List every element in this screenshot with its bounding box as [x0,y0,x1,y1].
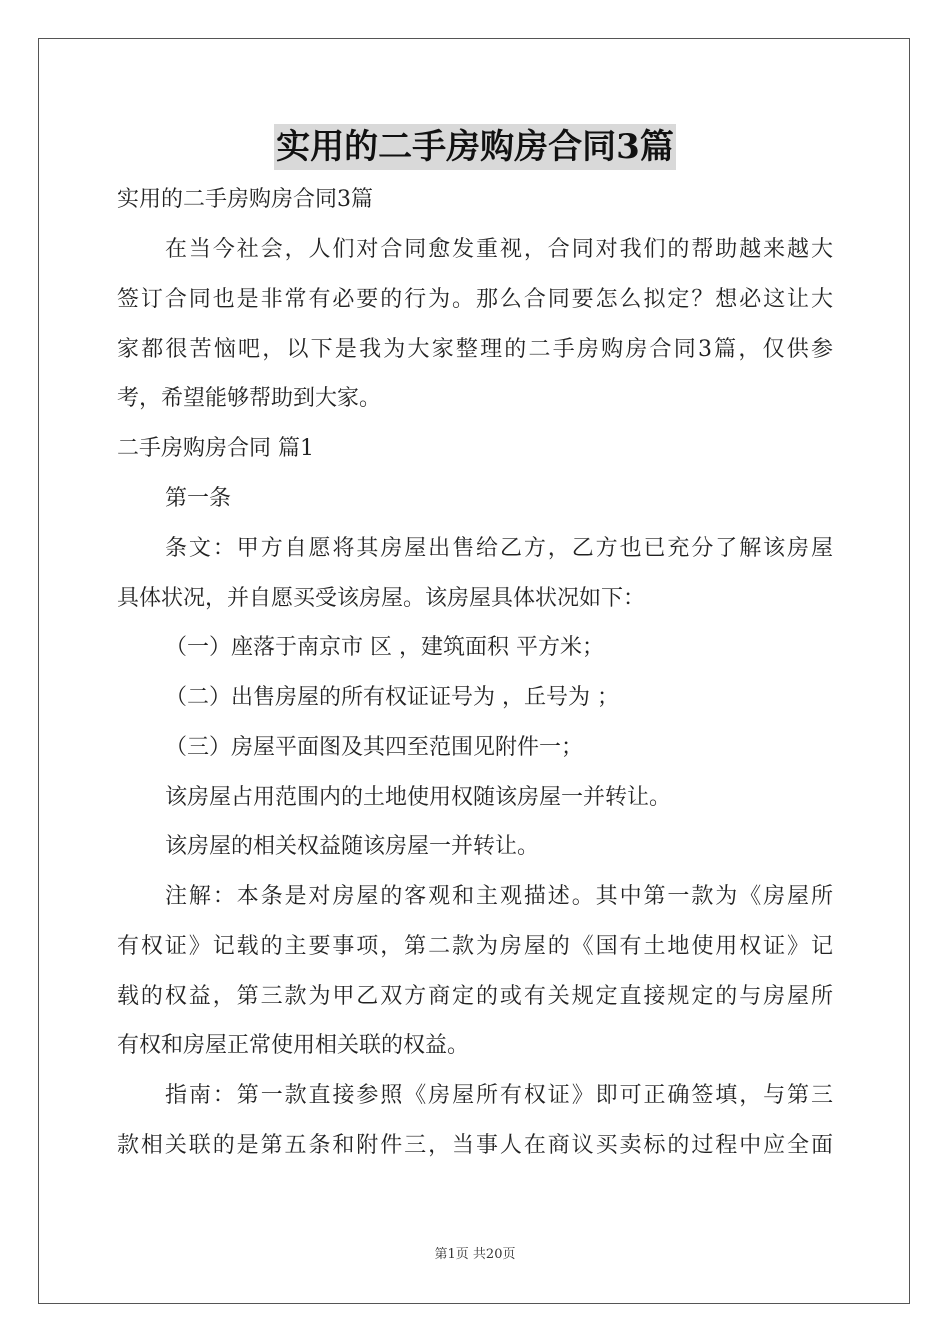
intro-line: 家都很苦恼吧，以下是我为大家整理的二手房购房合同3篇，仅供参 [117,337,833,362]
clause-item: （三）房屋平面图及其四至范围见附件一； [165,735,584,760]
clause-line: 条文：甲方自愿将其房屋出售给乙方，乙方也已充分了解该房屋 [165,536,833,561]
clause-item: （二）出售房屋的所有权证证号为 ，丘号为 ； [165,685,619,710]
clause-line: 具体状况，并自愿买受该房屋。该房屋具体状况如下： [117,586,646,611]
note-line: 载的权益，第三款为甲乙双方商定的或有关规定直接规定的与房屋所 [117,984,833,1009]
note-line: 注解：本条是对房屋的客观和主观描述。其中第一款为《房屋所 [165,884,833,909]
note-line: 有权和房屋正常使用相关联的权益。 [117,1033,470,1058]
page-border [38,38,910,1304]
article-heading: 第一条 [165,486,232,511]
statement-line: 该房屋占用范围内的土地使用权随该房屋一并转让。 [165,785,672,810]
clause-item: （一）座落于南京市 区 ，建筑面积 平方米； [165,635,604,660]
intro-line: 考，希望能够帮助到大家。 [117,386,382,411]
guide-line: 款相关联的是第五条和附件三，当事人在商议买卖标的过程中应全面 [117,1133,833,1158]
guide-line: 指南：第一款直接参照《房屋所有权证》即可正确签填，与第三 [165,1083,833,1108]
section-heading: 二手房购房合同 篇1 [117,436,314,461]
intro-line: 签订合同也是非常有必要的行为。那么合同要怎么拟定？想必这让大 [117,287,833,312]
document-subtitle: 实用的二手房购房合同3篇 [117,187,373,212]
statement-line: 该房屋的相关权益随该房屋一并转让。 [165,834,540,859]
note-line: 有权证》记载的主要事项，第二款为房屋的《国有土地使用权证》记 [117,934,833,959]
page-indicator: 第1页 共20页 [434,1247,516,1262]
document-title: 实用的二手房购房合同3篇 [0,124,950,170]
intro-line: 在当今社会，人们对合同愈发重视，合同对我们的帮助越来越大 [165,237,833,262]
